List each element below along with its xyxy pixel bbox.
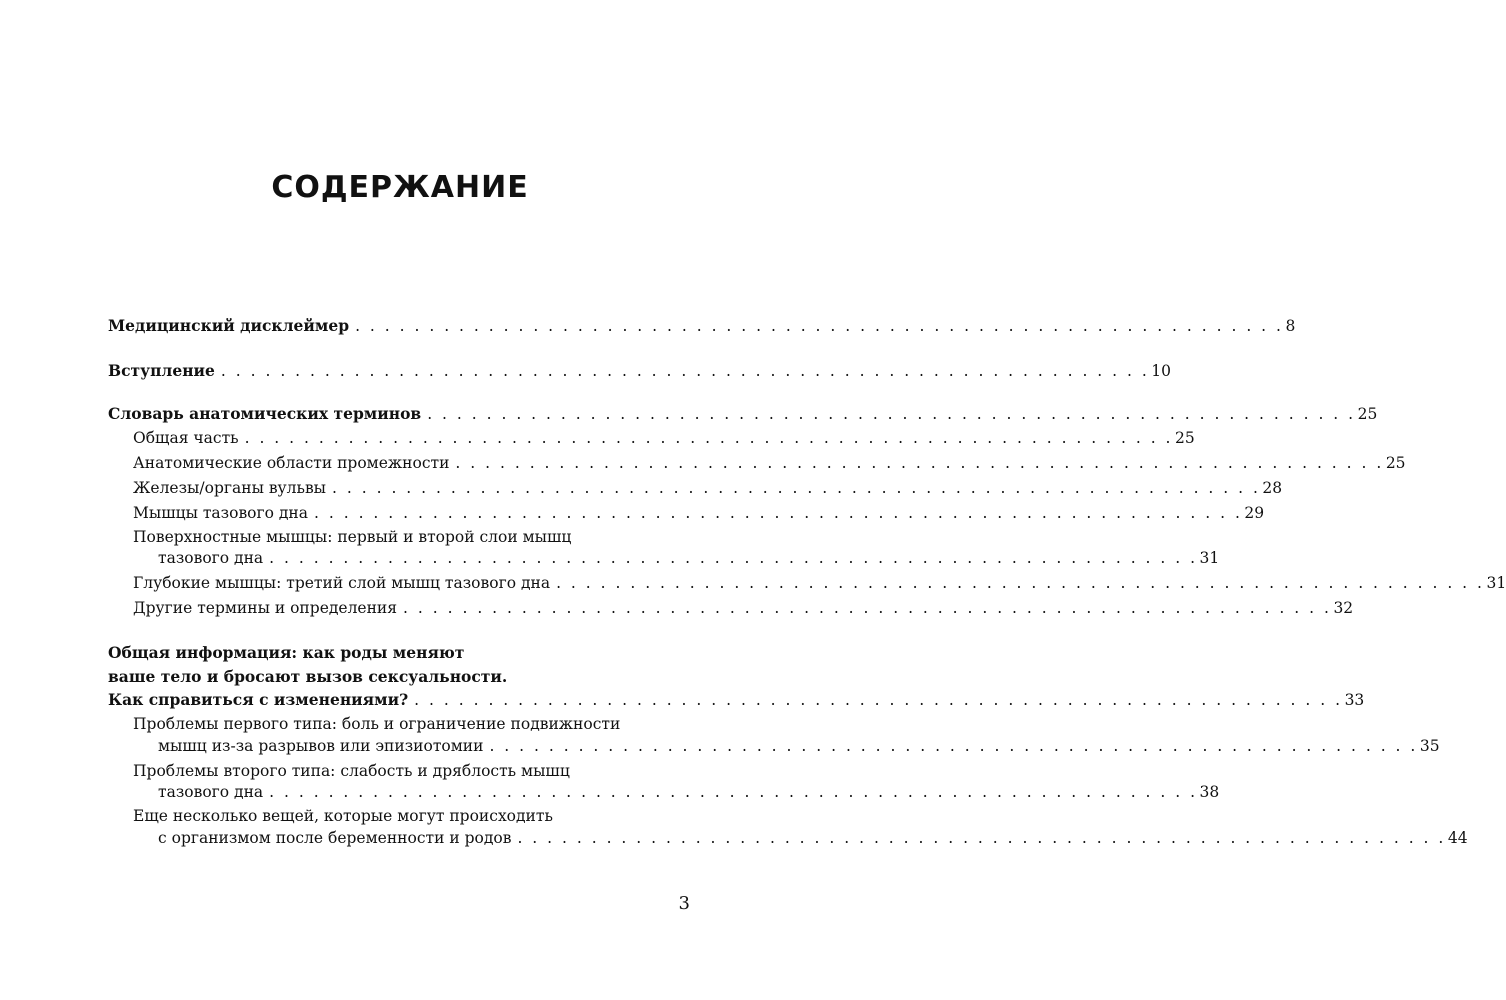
toc-entry-text: Вступление (108, 361, 215, 380)
toc-entry-text: Медицинский дисклеймер (108, 316, 350, 335)
toc-page-number: 25 (1385, 454, 1406, 472)
toc-page-number: 29 (1244, 504, 1265, 522)
toc-entry[interactable] (108, 643, 691, 667)
toc-entry-text: Еще несколько вещей, которые могут происходить (133, 807, 553, 825)
toc-leader-dots: . . . . . . . . . . . . . . . . . . . . . . . . . . . . . . . . . . . . . . . . . . . . . . . . . . . . . . . . . . . . . . . (269, 783, 1198, 801)
toc-leader-dots: . . . . . . . . . . . . . . . . . . . . . . . . . . . . . . . . . . . . . . . . . . . . . . . . . . . . . . . . . . . . . . . (332, 479, 1261, 497)
toc-entry[interactable] (108, 361, 1172, 385)
toc-leader-dots: . . . . . . . . . . . . . . . . . . . . . . . . . . . . . . . . . . . . . . . . . . . . . . . . . . . . . . . . . . . . . . . (244, 429, 1173, 447)
toc-leader-dots: . . . . . . . . . . . . . . . . . . . . . . . . . . . . . . . . . . . . . . . . . . . . . . . . . . . . . . . . . . . . . . . (220, 362, 1150, 380)
toc-subentry-continuation[interactable] (158, 829, 1468, 853)
toc-entry-text: Общая информация: как роды меняют (108, 643, 465, 662)
toc-page-number: 32 (1333, 599, 1354, 617)
toc-leader-dots: . . . . . . . . . . . . . . . . . . . . . . . . . . . . . . . . . . . . . . . . . . . . . . . . . . . . . . . . . . . . . . . (427, 405, 1356, 423)
toc-page-number: 25 (1357, 405, 1378, 423)
toc-entry-text: мышц из-за разрывов или эпизиотомии (158, 737, 484, 755)
toc-subentry-continuation[interactable] (158, 783, 1220, 807)
toc-entry-text: ваше тело и бросают вызов сексуальности. (108, 667, 508, 686)
toc-page-number: 44 (1447, 829, 1468, 847)
toc-subentry[interactable] (133, 807, 691, 831)
toc-subentry-continuation[interactable] (158, 737, 1440, 761)
toc-entry-text: Железы/органы вульвы (133, 479, 327, 497)
toc-subentry[interactable] (133, 599, 1354, 623)
toc-subentry[interactable] (133, 454, 1406, 478)
toc-page-number: 31 (1486, 574, 1506, 592)
toc-entry-text: Мышцы тазового дна (133, 504, 309, 522)
toc-page-number: 25 (1174, 429, 1195, 447)
toc-entry-text: Как справиться с изменениями? (108, 690, 409, 709)
toc-subentry[interactable] (133, 429, 1195, 453)
toc-page-number: 38 (1199, 783, 1220, 801)
toc-leader-dots: . . . . . . . . . . . . . . . . . . . . . . . . . . . . . . . . . . . . . . . . . . . . . . . . . . . . . . . . . . . . . . . (414, 691, 1343, 709)
toc-entry-text: Поверхностные мышцы: первый и второй слои мышц (133, 528, 572, 546)
toc-entry-text: Глубокие мышцы: третий слой мышц тазового дна (133, 574, 551, 592)
toc-entry-text: Словарь анатомических терминов (108, 404, 422, 423)
toc-entry-text: тазового дна (158, 783, 264, 801)
toc-page-number: 33 (1344, 691, 1365, 709)
toc-entry-text: тазового дна (158, 549, 264, 567)
toc-leader-dots: . . . . . . . . . . . . . . . . . . . . . . . . . . . . . . . . . . . . . . . . . . . . . . . . . . . . . . . . . . . . . . . (355, 317, 1284, 335)
toc-entry-text: Проблемы второго типа: слабость и дряблость мышц (133, 762, 570, 780)
toc-subentry[interactable] (133, 574, 1506, 598)
toc-entry-text: Анатомические области промежности (133, 454, 450, 472)
page-title: СОДЕРЖАНИЕ (271, 170, 529, 205)
toc-entry-text: с организмом после беременности и родов (158, 829, 512, 847)
toc-leader-dots: . . . . . . . . . . . . . . . . . . . . . . . . . . . . . . . . . . . . . . . . . . . . . . . . . . . . . . . . . . . . . . . (517, 829, 1446, 847)
toc-entry-continuation[interactable] (108, 667, 691, 691)
toc-subentry[interactable] (133, 504, 1265, 528)
toc-leader-dots: . . . . . . . . . . . . . . . . . . . . . . . . . . . . . . . . . . . . . . . . . . . . . . . . . . . . . . . . . . . . . . . (489, 737, 1418, 755)
toc-entry[interactable] (108, 316, 1296, 340)
toc-page-number: 28 (1262, 479, 1283, 497)
toc-entry[interactable] (108, 404, 1378, 428)
toc-leader-dots: . . . . . . . . . . . . . . . . . . . . . . . . . . . . . . . . . . . . . . . . . . . . . . . . . . . . . . . . . . . . . . . (403, 599, 1332, 617)
toc-entry-text: Другие термины и определения (133, 599, 398, 617)
toc-leader-dots: . . . . . . . . . . . . . . . . . . . . . . . . . . . . . . . . . . . . . . . . . . . . . . . . . . . . . . . . . . . . . . . (269, 549, 1198, 567)
toc-entry-continuation[interactable] (108, 690, 1365, 714)
toc-page-number: 8 (1285, 317, 1296, 335)
toc-leader-dots: . . . . . . . . . . . . . . . . . . . . . . . . . . . . . . . . . . . . . . . . . . . . . . . . . . . . . . . . . . . . . . . (556, 574, 1485, 592)
toc-page-number: 35 (1419, 737, 1440, 755)
toc-page-number: 31 (1199, 549, 1220, 567)
toc-page-number: 10 (1151, 362, 1172, 380)
toc-subentry[interactable] (133, 479, 1283, 503)
toc-leader-dots: . . . . . . . . . . . . . . . . . . . . . . . . . . . . . . . . . . . . . . . . . . . . . . . . . . . . . . . . . . . . . . . (314, 504, 1243, 522)
toc-entry-text: Проблемы первого типа: боль и ограничение подвижности (133, 715, 621, 733)
toc-subentry-continuation[interactable] (158, 549, 1220, 573)
toc-leader-dots: . . . . . . . . . . . . . . . . . . . . . . . . . . . . . . . . . . . . . . . . . . . . . . . . . . . . . . . . . . . . . . . (455, 454, 1384, 472)
toc-subentry[interactable] (133, 715, 691, 739)
page-number: 3 (678, 893, 690, 914)
toc-entry-text: Общая часть (133, 429, 239, 447)
